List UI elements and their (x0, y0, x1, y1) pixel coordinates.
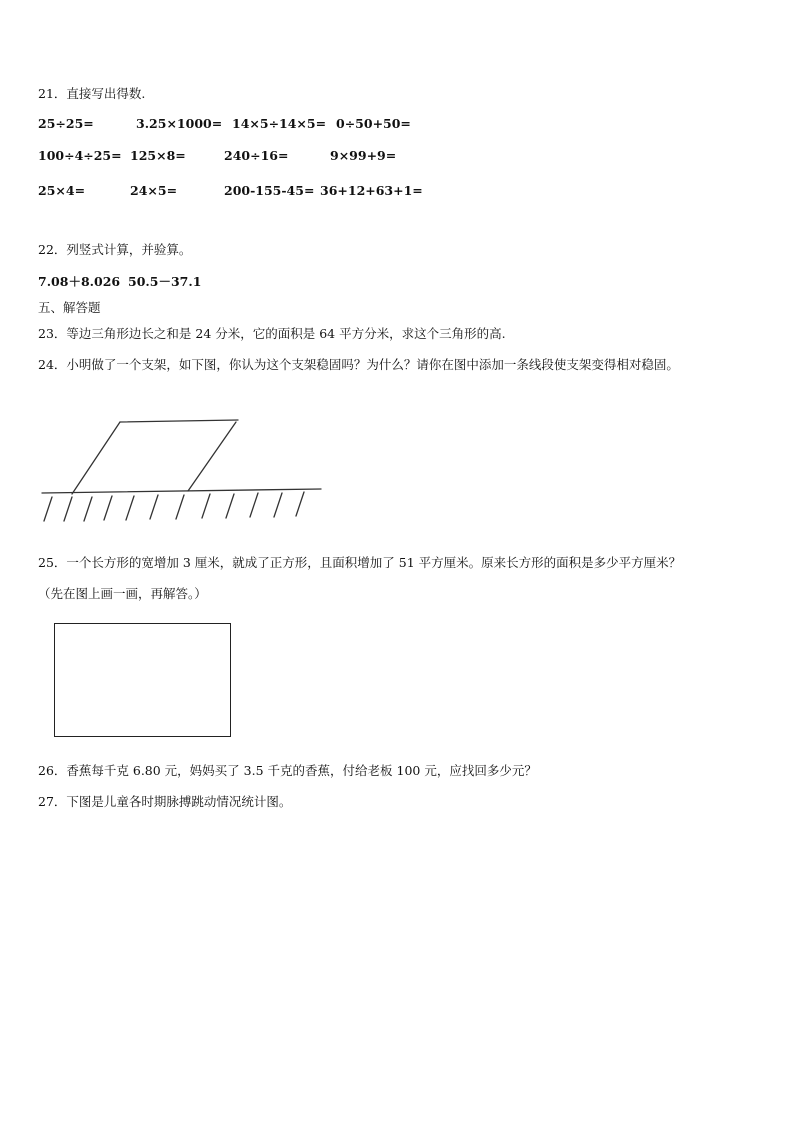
frame-right-edge (188, 422, 236, 491)
ground-hatch (296, 492, 304, 516)
ground-hatch (274, 493, 282, 517)
q21-r1-c1: 25÷25= (38, 116, 94, 131)
frame-top-edge (120, 420, 238, 422)
q23-text: 23．等边三角形边长之和是 24 分米，它的面积是 64 平方分米，求这个三角形的高. (38, 326, 506, 341)
q21-r3-c4: 36+12+63+1= (320, 183, 423, 198)
rectangle-figure (54, 623, 231, 737)
ground-line (42, 489, 321, 493)
q21-heading: 21．直接写出得数. (38, 86, 146, 101)
ground-hatch (64, 497, 72, 521)
frame-left-edge (72, 422, 120, 494)
q21-r2-c4: 9×99+9= (330, 148, 397, 163)
q25-text: 25．一个长方形的宽增加 3 厘米，就成了正方形，且面积增加了 51 平方厘米。原来长方形的面积是多少平方厘米？ (38, 555, 682, 570)
section-five-title: 五、解答题 (38, 300, 101, 315)
ground-hatch (126, 496, 134, 520)
q22-item-2: 50.5－37.1 (128, 274, 202, 289)
ground-hatch (44, 497, 52, 521)
q25-note: （先在图上画一画，再解答。） (38, 586, 207, 601)
q21-r1-c2: 3.25×1000= (136, 116, 223, 131)
q21-r2-c1: 100÷4÷25= (38, 148, 122, 163)
q26-text: 26．香蕉每千克 6.80 元，妈妈买了 3.5 千克的香蕉，付给老板 100 元，应找回多少元？ (38, 763, 537, 778)
ground-hatch (250, 493, 258, 517)
q22-heading: 22．列竖式计算，并验算。 (38, 242, 192, 257)
q21-r3-c1: 25×4= (38, 183, 86, 198)
q21-r2-c2: 125×8= (130, 148, 186, 163)
q21-r1-c4: 0÷50+50= (336, 116, 411, 131)
ground-hatch (176, 495, 184, 519)
q21-r3-c3: 200-155-45= (224, 183, 315, 198)
q27-text: 27．下图是儿童各时期脉搏跳动情况统计图。 (38, 794, 292, 809)
q21-r1-c3: 14×5÷14×5= (232, 116, 327, 131)
q22-item-1: 7.08＋8.026 (38, 274, 121, 289)
ground-hatch (226, 494, 234, 518)
ground-hatch (104, 496, 112, 520)
q21-r2-c3: 240÷16= (224, 148, 289, 163)
ground-hatch (202, 494, 210, 518)
support-frame-figure (38, 405, 338, 525)
ground-hatch (150, 495, 158, 519)
q21-r3-c2: 24×5= (130, 183, 178, 198)
q24-text: 24．小明做了一个支架，如下图，你认为这个支架稳固吗？为什么？请你在图中添加一条线段使支架变得相对稳固。 (38, 357, 679, 372)
ground-hatch (84, 497, 92, 521)
